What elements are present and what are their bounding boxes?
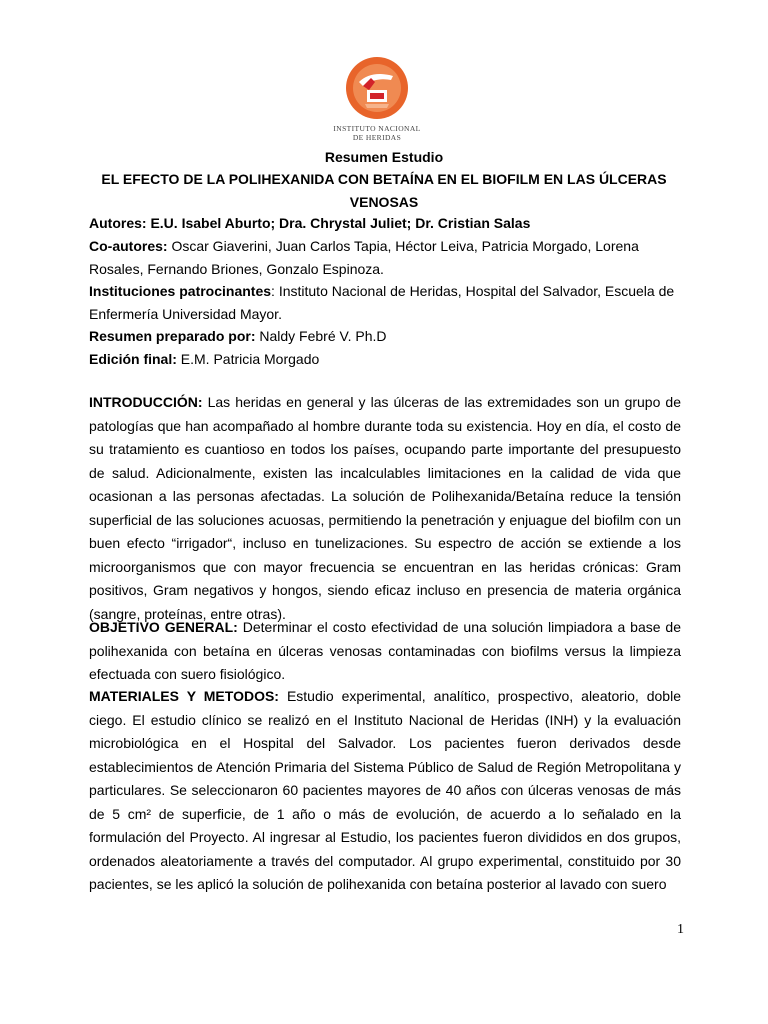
summary-label: Resumen Estudio <box>324 149 444 165</box>
final-edit-label: Edición final: <box>89 351 177 367</box>
prepared-by-line <box>89 325 685 348</box>
introduction-text: Las heridas en general y las úlceras de las extremidades son un grupo de patologías que han acompañado al hombre durante toda su existencia. Hoy en día, el costo de su tratamiento es cuantioso en todos los países, ocupando parte importante del presupuesto de salud. Adicionalmente, existen las incalculables limitaciones en la calidad de vida que ocasionan a las personas afectadas. La solución de Polihexanida/Betaína reduce la tensión superficial de las soluciones acuosas, permitiendo la penetración y enjuague del biofilm con un buen efecto “irrigador“, incluso en tunelizaciones. Su espectro de acción se extiende a los microorganismos que con mayor frecuencia se encuentran en las heridas crónicas: Gram positivos, Gram negativos y hongos, siendo eficaz incluso en presencia de materia orgánica (sangre, proteínas, entre otras). <box>89 394 681 622</box>
coauthors-line <box>89 235 685 280</box>
introduction-label: INTRODUCCIÓN: <box>89 394 203 410</box>
final-edit-line <box>89 348 685 371</box>
methods-paragraph <box>89 685 681 897</box>
logo-text-line1: INSTITUTO NACIONAL <box>333 124 421 133</box>
institute-logo <box>326 56 428 156</box>
logo-text-line2: DE HERIDAS <box>352 133 402 142</box>
page-number: 1 <box>677 922 684 937</box>
institutions-label: Instituciones patrocinantes <box>89 283 272 299</box>
objective-label: OBJETIVO GENERAL: <box>89 619 238 635</box>
authors-line <box>89 212 685 235</box>
methods-label: MATERIALES Y METODOS: <box>89 688 279 704</box>
institutions-line <box>89 280 685 325</box>
coauthors-value: Oscar Giaverini, Juan Carlos Tapia, Héctor Leiva, Patricia Morgado, Lorena Rosales, Fernando Briones, Gonzalo Espinoza. <box>89 238 639 277</box>
coauthors-label: Co-autores: <box>89 238 168 254</box>
final-edit-value: E.M. Patricia Morgado <box>176 351 320 367</box>
institutions-value: : Instituto Nacional de Heridas, Hospital del Salvador, Escuela de Enfermería Universidad Mayor. <box>89 283 675 322</box>
document-title: EL EFECTO DE LA POLIHEXANIDA CON BETAÍNA EN EL BIOFILM EN LAS ÚLCERAS VENOSAS <box>101 171 667 210</box>
institute-emblem-icon <box>345 56 409 120</box>
methods-text: Estudio experimental, analítico, prospectivo, aleatorio, doble ciego. El estudio clínico se realizó en el Instituto Nacional de Heridas (INH) y la evaluación microbiológica en el Hospital del Salvador. Los pacientes fueron derivados desde establecimientos de Atención Primaria del Sistema Público de Salud de Región Metropolitana y particulares. Se seleccionaron 60 pacientes mayores de 40 años con úlceras venosas de más de 5 cm² de superficie, de 1 año o más de evolución, de acuerdo a lo señalado en la formulación del Proyecto. Al ingresar al Estudio, los pacientes fueron divididos en dos grupos, ordenados aleatoriamente a través del computador. Al grupo experimental, constituido por 30 pacientes, se les aplicó la solución de polihexanida con betaína posterior al lavado con suero <box>89 688 681 892</box>
objective-paragraph <box>89 616 681 687</box>
introduction-paragraph <box>89 391 681 626</box>
authors-text: Autores: E.U. Isabel Aburto; Dra. Chrystal Juliet; Dr. Cristian Salas <box>89 215 531 231</box>
prepared-by-label: Resumen preparado por: <box>89 328 256 344</box>
prepared-by-value: Naldy Febré V. Ph.D <box>255 328 387 344</box>
objective-text: Determinar el costo efectividad de una solución limpiadora a base de polihexanida con betaína en úlceras venosas contaminadas con biofilms versus la limpieza efectuada con suero fisiológico. <box>89 619 682 682</box>
